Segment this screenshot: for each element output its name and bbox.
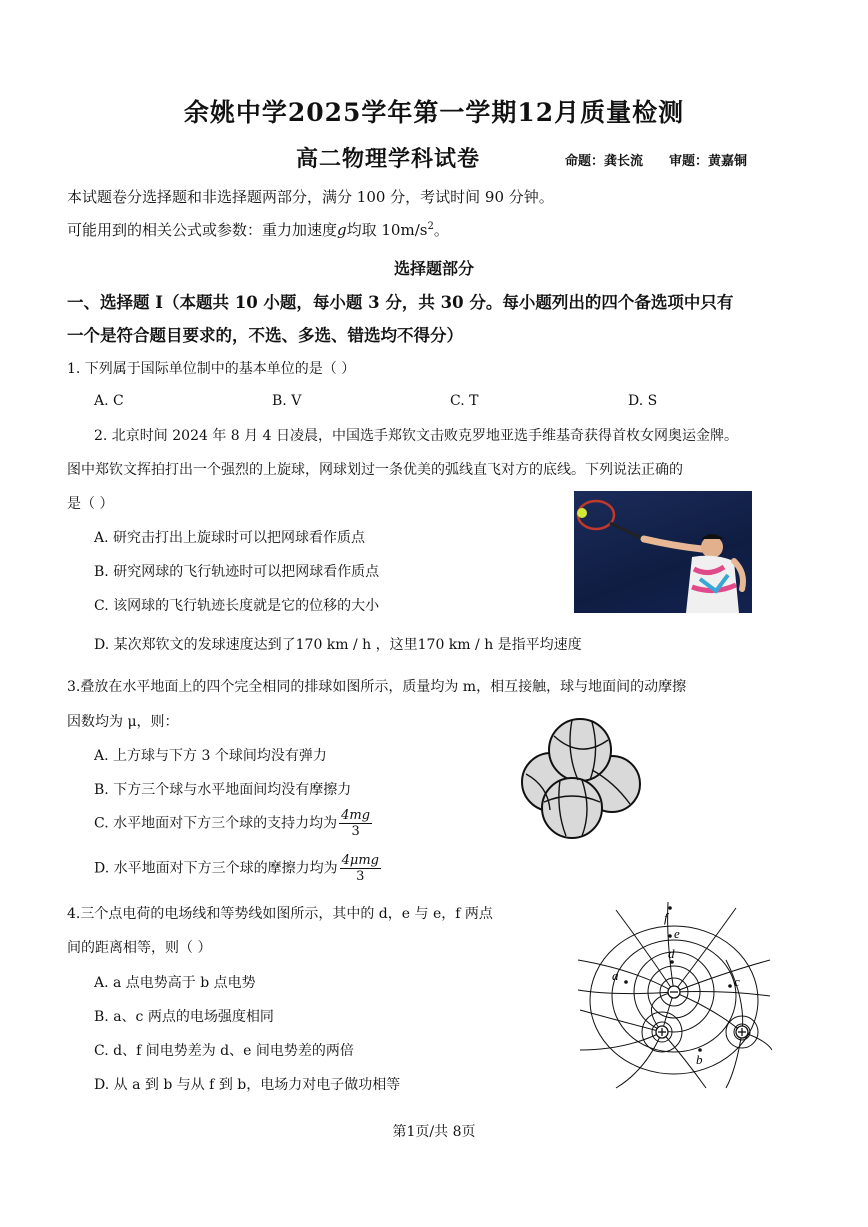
q3-option-d: [94, 853, 381, 884]
label-c: c: [734, 974, 740, 989]
q4-option-b: B. a、c 两点的电场强度相同: [94, 1009, 274, 1025]
q2-option-a: A. 研究击打出上旋球时可以把网球看作质点: [94, 530, 366, 546]
intro-line-1: 本试题卷分选择题和非选择题两部分，满分 100 分，考试时间 90 分钟。: [67, 188, 554, 206]
q3-option-d-text: D. 水平地面对下方三个球的摩擦力均为: [94, 860, 338, 877]
q1-option-a: A. C: [94, 393, 124, 409]
q2-line-2: 图中郑钦文挥拍打出一个强烈的上旋球，网球划过一条优美的弧线直飞对方的底线。下列说法正确的: [67, 462, 683, 478]
q1-option-d: D. S: [628, 393, 658, 409]
intro-g: g: [337, 221, 347, 239]
q3-line-2: 因数均为 μ，则：: [67, 714, 179, 730]
page-footer: 第1页/共 8页: [392, 1124, 476, 1140]
label-a: a: [612, 968, 619, 983]
q3-option-c-text: C. 水平地面对下方三个球的支持力均为: [94, 815, 338, 832]
q2-option-b: B. 研究网球的飞行轨迹时可以把网球看作质点: [94, 564, 380, 580]
q3-option-d-fraction: [340, 853, 381, 884]
authors-line: [565, 150, 773, 169]
intro-line-2-mid: 均取 10m/s: [346, 221, 428, 239]
part1-line-2: 一个是符合题目要求的，不选、多选、错选均不得分）: [67, 326, 463, 345]
electric-field-figure: [576, 900, 772, 1090]
tennis-player-photo: [574, 491, 752, 613]
intro-line-2-end: 。: [433, 221, 449, 239]
q3-option-c: [94, 808, 372, 839]
reviewer: 审题：黄嘉铜: [669, 154, 748, 169]
intro-line-2: [67, 219, 449, 240]
q3-option-d-denominator: 3: [356, 869, 365, 884]
q3-line-1: 3.叠放在水平地面上的四个完全相同的排球如图所示，质量均为 m，相互接触，球与地面间的动摩擦: [67, 679, 687, 695]
intro-sup: 2: [427, 221, 434, 232]
q4-option-c: C. d、f 间电势差为 d、e 间电势差的两倍: [94, 1043, 354, 1059]
section-title: 选择题部分: [393, 259, 474, 278]
q3-option-a: A. 上方球与下方 3 个球间均没有弹力: [94, 748, 327, 764]
part1-line-1: 一、选择题 I（本题共 10 小题，每小题 3 分，共 30 分。每小题列出的四个备选项中只有: [67, 293, 734, 312]
q3-option-b: B. 下方三个球与水平地面间均没有摩擦力: [94, 782, 352, 798]
q3-option-c-numerator: 4mg: [341, 808, 371, 823]
q2-option-c: C. 该网球的飞行轨迹长度就是它的位移的大小: [94, 598, 380, 614]
q1-stem: 1. 下列属于国际单位制中的基本单位的是（ ）: [67, 361, 356, 377]
q4-option-d: D. 从 a 到 b 与从 f 到 b，电场力对电子做功相等: [94, 1077, 401, 1093]
q3-option-c-fraction: [339, 808, 372, 839]
label-f: f: [664, 910, 668, 925]
label-e: e: [674, 926, 680, 941]
q2-line-1: 2. 北京时间 2024 年 8 月 4 日凌晨，中国选手郑钦文击败克罗地亚选手维基奇获得首枚女网奥运金牌。: [94, 428, 738, 444]
label-d: d: [668, 946, 675, 961]
label-b: b: [696, 1052, 703, 1067]
q4-option-a: A. a 点电势高于 b 点电势: [94, 975, 256, 991]
paper-title: 余姚中学2025学年第一学期12月质量检测: [183, 98, 685, 127]
q2-option-d: D. 某次郑钦文的发球速度达到了170 km / h ，这里170 km / h 是指平均速度: [94, 637, 582, 653]
author: 命题：龚长流: [565, 154, 644, 169]
volleyballs-figure: [520, 712, 644, 842]
intro-line-2-prefix: 可能用到的相关公式或参数：重力加速度: [67, 221, 338, 239]
paper-subtitle: 高二物理学科试卷: [296, 146, 481, 172]
q1-option-b: B. V: [272, 393, 302, 409]
q1-option-c: C. T: [450, 393, 479, 409]
q3-option-c-denominator: 3: [351, 824, 360, 839]
q4-line-1: 4.三个点电荷的电场线和等势线如图所示，其中的 d，e 与 e，f 两点: [67, 906, 493, 922]
q2-line-3: 是（ ）: [67, 496, 114, 512]
q3-option-d-numerator: 4μmg: [341, 853, 379, 868]
q4-line-2: 间的距离相等，则（ ）: [67, 940, 212, 956]
